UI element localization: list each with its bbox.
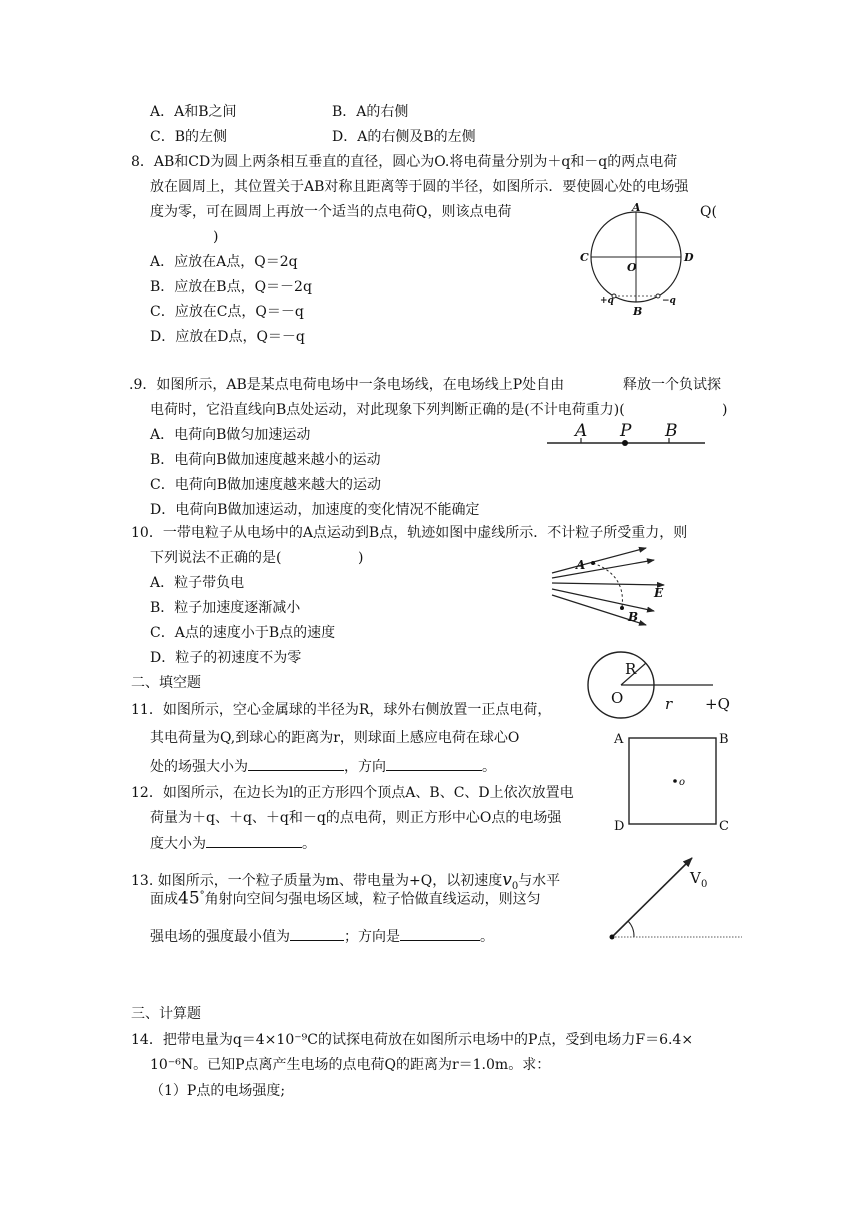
q13-angle-degree: ° [199, 890, 205, 901]
q8-stem-line1: 8．AB和CD为圆上两条相互垂直的直径，圆心为O.将电荷量分别为＋q和－q的两点电荷 [131, 154, 678, 170]
q13-stem-line3-end: 。 [480, 929, 494, 945]
q13-angle-arc [628, 921, 634, 937]
q8-stem-line3-end: Q( [700, 204, 717, 220]
q13-angle-value: 45 [178, 888, 200, 909]
q8-label-d: D [684, 251, 694, 264]
q9-option-a: A．电荷向B做匀加速运动 [150, 427, 311, 443]
q11-blank-magnitude[interactable] [248, 756, 344, 771]
q9-stem-line2-end: ) [722, 402, 728, 418]
q12-label-o: o [679, 777, 686, 788]
q7-option-c: C．B的左侧 [150, 129, 227, 145]
q9-option-d: D．电荷向B做加速运动，加速度的变化情况不能确定 [150, 502, 480, 518]
q13-stem-line1-end: 与水平 [518, 873, 561, 889]
q11-stem-line3-text: 处的场强大小为 [150, 759, 248, 775]
q13-label-v: V [690, 869, 701, 887]
q10-label-a: A [576, 558, 586, 572]
q8-option-a: A．应放在A点，Q＝2q [150, 254, 298, 270]
q10-stem-line1: 10．一带电粒子从电场中的A点运动到B点，轨迹如图中虚线所示．不计粒子所受重力，则 [131, 525, 688, 541]
q10-option-b: B．粒子加速度逐渐减小 [150, 600, 301, 616]
q8-option-c: C．应放在C点，Q＝－q [150, 304, 304, 320]
q8-option-b: B．应放在B点，Q＝－2q [150, 279, 312, 295]
q13-stem-line3 [150, 926, 494, 947]
q10-option-a: A．粒子带负电 [150, 575, 245, 591]
q7-option-b: B．A的右侧 [332, 104, 409, 120]
q11-label-o: O [611, 689, 624, 707]
q12-stem-line2: 荷量为＋q、＋q、＋q和－q的点电荷，则正方形中心O点的电场强 [150, 810, 562, 826]
section-fill-in-heading: 二、填空题 [131, 675, 201, 691]
q11-label-r-radius: R [625, 660, 637, 678]
q12-label-b: B [719, 732, 729, 747]
q10-label-b: B [628, 610, 639, 624]
q11-stem-line3 [150, 756, 496, 777]
q10-label-e: E [654, 586, 664, 600]
q10-field-figure [548, 545, 668, 635]
q12-stem-line3-text: 度大小为 [150, 836, 206, 852]
q9-label-b: B [665, 421, 678, 441]
q11-label-r-distance: r [665, 695, 673, 713]
q12-square [629, 738, 716, 824]
q13-stem-line2-end: 角射向空间匀强电场区域，粒子恰做直线运动，则这匀 [204, 891, 541, 908]
q8-circle-figure [580, 201, 700, 318]
section-calculation-heading: 三、计算题 [131, 1006, 201, 1022]
q13-stem-line2 [150, 886, 541, 910]
q13-stem-line3-direction: ；方向是 [344, 929, 400, 945]
q8-label-b: B [633, 305, 643, 318]
q8-label-o: O [627, 261, 637, 274]
q13-velocity-symbol: v [502, 870, 512, 890]
q12-stem-line3-end: 。 [302, 836, 316, 852]
q8-label-a: A [632, 201, 641, 214]
q12-stem-line1: 12．如图所示，在边长为l的正方形四个顶点A、B、C、D上依次放置电 [131, 785, 574, 801]
q9-stem-line2: 电荷时，它沿直线向B点处运动，对此现象下列判断正确的是(不计电荷重力)( [150, 402, 625, 418]
q11-stem-line3-end: 。 [482, 759, 496, 775]
q12-center-point [673, 779, 677, 783]
q10-stem-line2-end: ) [358, 550, 364, 566]
q8-label-c: C [580, 251, 589, 264]
q13-stem-line2-text: 面成 [150, 891, 178, 908]
q13-velocity-figure [600, 855, 750, 947]
q13-velocity-subscript: 0 [511, 880, 519, 892]
q9-stem-line1-end: 释放一个负试探 [623, 377, 721, 393]
q13-stem-line1-text: 13. 如图所示，一个粒子质量为m、带电量为+Q，以初速度 [131, 873, 503, 889]
q12-blank-field-strength[interactable] [206, 833, 302, 848]
q9-option-c: C．电荷向B做加速度越来越大的运动 [150, 477, 381, 493]
q14-stem-line1: 14．把带电量为q＝4×10⁻⁹C的试探电荷放在如图所示电场中的P点，受到电场力F＝6.4× [131, 1032, 694, 1048]
q8-stem-line2: 放在圆周上，其位置关于AB对称且距离等于圆的半径，如图所示．要使圆心处的电场强 [150, 179, 689, 195]
q8-minus-charge [656, 294, 660, 298]
q11-blank-direction[interactable] [386, 756, 482, 771]
q13-velocity-arrow [612, 858, 692, 937]
q8-label-minus-q: −q [662, 296, 676, 306]
q13-blank-direction[interactable] [400, 926, 480, 941]
q10-stem-line2: 下列说法不正确的是( [150, 550, 282, 566]
q12-label-a: A [614, 732, 624, 747]
q10-option-c: C．A点的速度小于B点的速度 [150, 625, 336, 641]
q11-stem-line1: 11．如图所示，空心金属球的半径为R，球外右侧放置一正点电荷， [131, 702, 552, 718]
q8-stem-line4: ) [213, 229, 219, 245]
q9-option-b: B．电荷向B做加速度越来越小的运动 [150, 452, 381, 468]
q13-blank-min-strength[interactable] [290, 926, 344, 941]
q12-label-c: C [719, 819, 729, 834]
q12-stem-line3 [150, 833, 316, 854]
q9-field-line-figure [545, 420, 710, 450]
q10-option-d: D．粒子的初速度不为零 [150, 650, 302, 666]
q11-stem-line2: 其电荷量为Q,到球心的距离为r，则球面上感应电荷在球心O [150, 730, 520, 746]
q14-subquestion-1: （1）P点的电场强度; [150, 1083, 286, 1099]
q12-square-figure [612, 728, 732, 836]
q8-label-plus-q: +q [600, 296, 614, 306]
q11-stem-line3-direction: ，方向 [344, 759, 386, 775]
q9-stem-line1: .9．如图所示，AB是某点电荷电场中一条电场线，在电场线上P处自由 [129, 377, 565, 393]
q8-option-d: D．应放在D点，Q＝－q [150, 329, 305, 345]
q14-stem-line2: 10⁻⁶N。已知P点离产生电场的点电荷Q的距离为r＝1.0m。求： [150, 1057, 551, 1073]
q12-label-d: D [614, 819, 625, 834]
q7-option-d: D．A的右侧及B的左侧 [332, 129, 476, 145]
q9-label-a: A [575, 421, 588, 441]
q13-stem-line3-text: 强电场的强度最小值为 [150, 929, 290, 945]
q9-label-p: P [620, 421, 632, 441]
q11-label-plus-q: +Q [705, 695, 730, 713]
q11-sphere-figure [585, 650, 735, 722]
q7-option-a: A．A和B之间 [150, 104, 237, 120]
q8-stem-line3: 度为零，可在圆周上再放一个适当的点电荷Q，则该点电荷 [150, 204, 512, 220]
q13-label-v-sub: 0 [701, 879, 708, 890]
